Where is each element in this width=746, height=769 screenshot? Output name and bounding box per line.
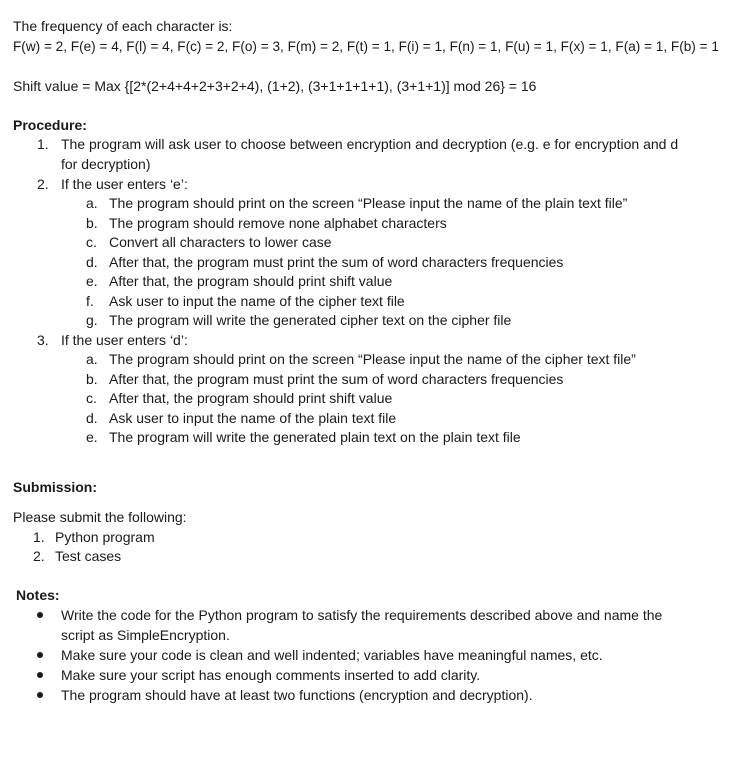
substep-text: Ask user to input the name of the plain text file	[109, 410, 397, 426]
submission-item-number: 2.	[33, 548, 45, 564]
bullet-icon	[37, 652, 43, 658]
bullet-icon	[37, 612, 43, 618]
frequency-values: F(w) = 2, F(e) = 4, F(l) = 4, F(c) = 2, F(o) = 3, F(m) = 2, F(t) = 1, F(i) = 1, F(n) = 1, F(u) = 1, F(x) = 1, F(a) = 1, F(b) = 1	[13, 39, 719, 54]
substep-text: After that, the program should print shift value	[109, 273, 393, 289]
substep-text: After that, the program must print the sum of word characters frequencies	[109, 254, 564, 270]
note-text: Write the code for the Python program to satisfy the requirements described above and name the	[61, 607, 663, 623]
note-text: Make sure your script has enough comments inserted to add clarity.	[61, 667, 481, 683]
substep-letter: d.	[86, 254, 98, 270]
frequency-heading: The frequency of each character is:	[13, 18, 233, 34]
substep-text: The program should print on the screen “Please input the name of the plain text file”	[109, 195, 628, 211]
procedure-heading: Procedure:	[13, 117, 87, 133]
procedure-step-text: The program will ask user to choose between encryption and decryption (e.g. e for encryption and d	[61, 136, 679, 152]
substep-text: The program will write the generated plain text on the plain text file	[109, 429, 521, 445]
submission-item-text: Python program	[55, 529, 155, 545]
note-text: Make sure your code is clean and well indented; variables have meaningful names, etc.	[61, 647, 603, 663]
substep-letter: b.	[86, 215, 98, 231]
bullet-icon	[37, 672, 43, 678]
substep-letter: e.	[86, 429, 98, 445]
substep-letter: e.	[86, 273, 98, 289]
procedure-step-text-continued: for decryption)	[61, 156, 151, 172]
substep-text: After that, the program must print the sum of word characters frequencies	[109, 371, 564, 387]
substep-letter: d.	[86, 410, 98, 426]
procedure-step-number: 3.	[37, 332, 49, 348]
procedure-step-text: If the user enters ‘d’:	[61, 332, 188, 348]
substep-letter: b.	[86, 371, 98, 387]
submission-intro: Please submit the following:	[13, 509, 187, 525]
substep-text: The program will write the generated cipher text on the cipher file	[109, 312, 512, 328]
substep-text: Ask user to input the name of the cipher text file	[109, 293, 405, 309]
procedure-step-text: If the user enters ‘e’:	[61, 176, 188, 192]
submission-item-text: Test cases	[55, 548, 122, 564]
note-text-continued: script as SimpleEncryption.	[61, 627, 230, 643]
submission-item-number: 1.	[33, 529, 45, 545]
substep-letter: a.	[86, 351, 98, 367]
substep-text: The program should remove none alphabet characters	[109, 215, 447, 231]
substep-letter: c.	[86, 234, 97, 250]
substep-letter: g.	[86, 312, 98, 328]
substep-letter: a.	[86, 195, 98, 211]
substep-text: Convert all characters to lower case	[109, 234, 332, 250]
procedure-step-number: 1.	[37, 136, 49, 152]
bullet-icon	[37, 692, 43, 698]
submission-heading: Submission:	[13, 479, 98, 495]
notes-heading: Notes:	[16, 587, 60, 603]
substep-letter: c.	[86, 390, 97, 406]
substep-text: After that, the program should print shift value	[109, 390, 393, 406]
procedure-step-number: 2.	[37, 176, 49, 192]
shift-value-line: Shift value = Max {[2*(2+4+4+2+3+2+4), (1+2), (3+1+1+1+1), (3+1+1)] mod 26} = 16	[13, 78, 537, 94]
note-text: The program should have at least two functions (encryption and decryption).	[61, 687, 533, 703]
substep-text: The program should print on the screen “Please input the name of the cipher text file”	[109, 351, 636, 367]
substep-letter: f.	[86, 293, 94, 309]
